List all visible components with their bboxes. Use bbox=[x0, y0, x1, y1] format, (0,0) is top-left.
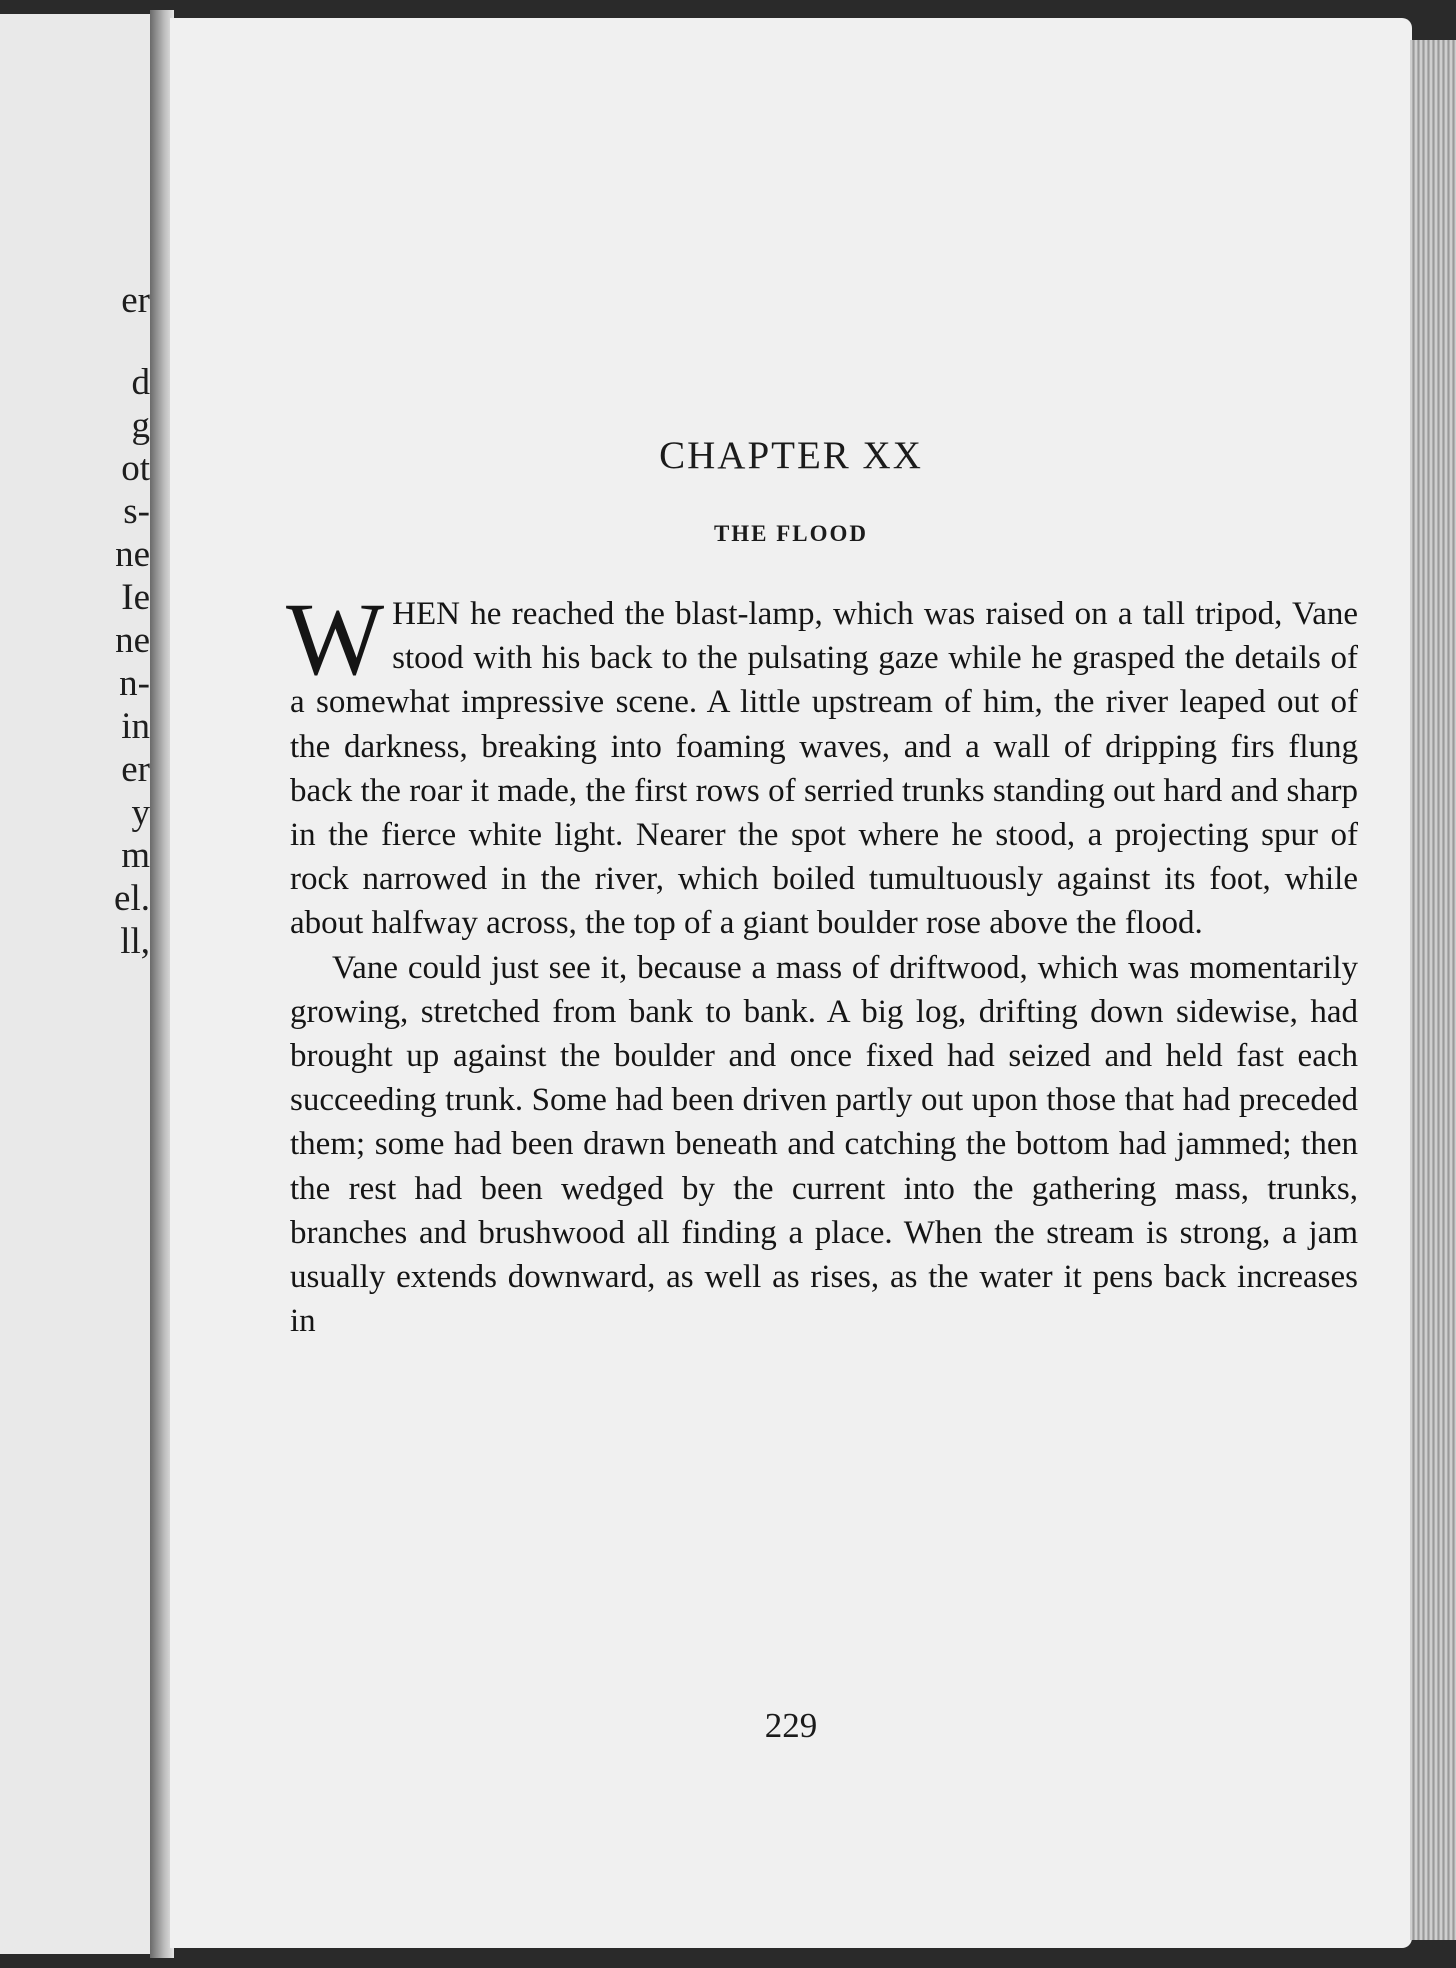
previous-page-fragment: g bbox=[131, 405, 150, 446]
previous-page-fragment: d bbox=[131, 362, 150, 403]
previous-page bbox=[0, 14, 154, 1954]
chapter-heading: CHAPTER XX bbox=[659, 434, 923, 477]
previous-page-fragment: ne bbox=[115, 534, 150, 575]
previous-page-fragment: el. bbox=[114, 878, 150, 919]
previous-page-fragment: s- bbox=[123, 491, 150, 532]
previous-page-fragment: er bbox=[121, 280, 150, 321]
paragraph: Vane could just see it, because a mass of driftwood, which was momentarily growing, stretched from bank to bank. A big log, drifting down sidewise, had brought up against the boulder and once fixed had seized and held fast each succeeding trunk. Some had been driven partly out upon those that had preceded them; some had been drawn beneath and catching the bottom had jammed; then the rest had been wedged by the current into the gathering mass, trunks, branches and brushwood all finding a place. When the stream is strong, a jam usually extends downward, as well as rises, as the water it pens back increases in bbox=[290, 949, 1358, 1340]
previous-page-fragment: ne bbox=[115, 620, 150, 661]
previous-page-fragment: ll, bbox=[120, 921, 150, 962]
page-number: 229 bbox=[764, 1706, 818, 1745]
previous-page-fragment: Ie bbox=[121, 577, 150, 618]
previous-page-fragment: er bbox=[121, 749, 150, 790]
previous-page-fragment: m bbox=[121, 835, 150, 876]
previous-page-fragment: n- bbox=[119, 663, 150, 704]
previous-page-fragment: ot bbox=[121, 448, 150, 489]
paragraph-text: HEN he reached the blast-lamp, which was raised on a tall tripod, Vane stood with his back to the pulsating gaze while he grasped the details of a somewhat impressive scene. A little upstream of him, the river leaped out of the darkness, breaking into foaming waves, and a wall of dripping firs flung back the roar it made, the first rows of serried trunks standing out hard and sharp in the fierce white light. Nearer the spot where he stood, a projecting spur of rock narrowed in the river, which boiled tumultuously against its foot, while about halfway across, the top of a giant boulder rose above the flood. bbox=[290, 596, 1358, 942]
chapter-subtitle: THE FLOOD bbox=[713, 521, 869, 546]
drop-cap: W bbox=[286, 582, 385, 697]
page-edges bbox=[1410, 40, 1456, 1940]
previous-page-fragment: y bbox=[131, 792, 150, 833]
previous-page-fragment: in bbox=[121, 706, 150, 747]
paragraph bbox=[286, 582, 1358, 946]
book-page bbox=[170, 18, 1412, 1948]
body-text bbox=[286, 582, 1358, 1343]
